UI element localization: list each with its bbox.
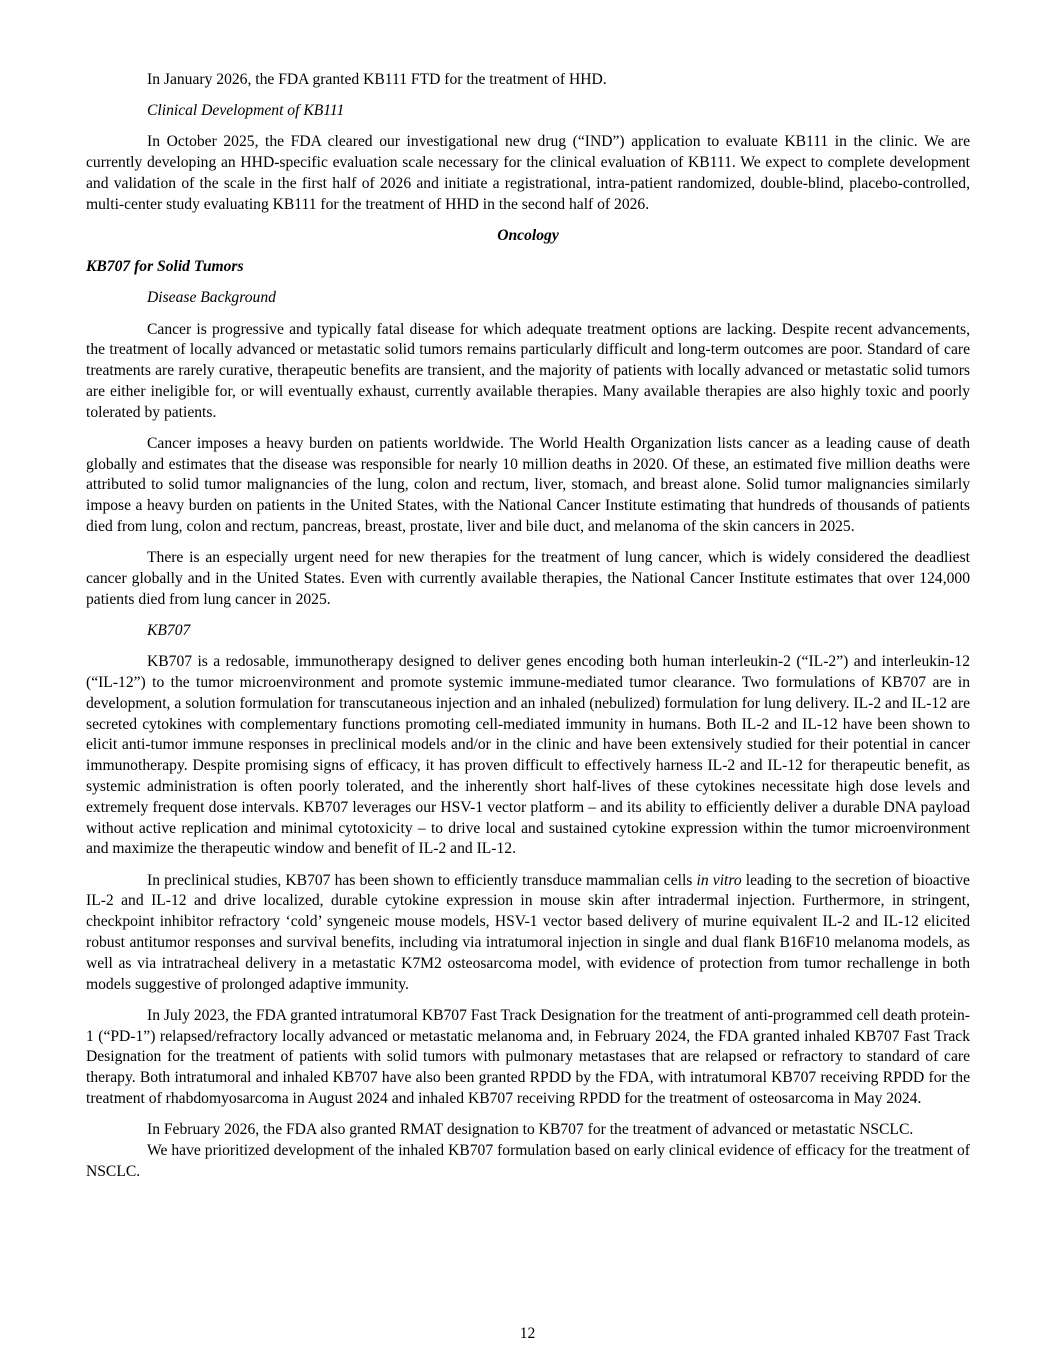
paragraph-fast-track-designations: In July 2023, the FDA granted intratumoral KB707 Fast Track Designation for the treatment of anti-programmed cell death protein-1 (“PD-1”) relapsed/refractory locally advanced or metastatic melanoma and, in February 2024, the FDA granted inhaled KB707 Fast Track Designation for the treatment of patients with solid tumors with pulmonary metastases that are relapsed or refractory to standard of care therapy. Both intratumoral and inhaled KB707 have also been granted RPDD by the FDA, with intratumoral KB707 receiving RPDD for the treatment of rhabdomyosarcoma in August 2024 and inhaled KB707 receiving RPDD for the treatment of osteosarcoma in May 2024. [86,1006,970,1107]
paragraph-preclinical-studies [86,871,970,996]
subheading-kb707: KB707 [147,622,191,640]
subheading-disease-background: Disease Background [147,289,276,307]
paragraph-kb707-description: KB707 is a redosable, immunotherapy designed to deliver genes encoding both human interleukin-2 (“IL-2”) and interleukin-12 (“IL-12”) to the tumor microenvironment and promote systemic immune-mediated tumor clearance. Two formulations of KB707 are in development, a solution formulation for transcutaneous injection and an inhaled (nebulized) formulation for lung delivery. IL-2 and IL-12 are secreted cytokines with complementary functions promoting cell-mediated immunity in humans. Both IL-2 and IL-12 have been shown to elicit anti-tumor immune responses in preclinical models and/or in the clinic and have been extensively studied for their potential in cancer immunotherapy. Despite promising signs of efficacy, it has proven difficult to effectively harness IL-2 and IL-12 for therapeutic benefit, as systemic administration is often poorly tolerated, and the inherently short half-lives of these cytokines necessitate high dose levels and extremely frequent dose intervals. KB707 leverages our HSV-1 vector platform – and its ability to efficiently deliver a durable DNA payload without active replication and minimal cytotoxicity – to drive local and sustained cytokine expression within the tumor microenvironment and maximize the therapeutic window and benefit of IL-2 and IL-12. [86,653,970,858]
paragraph-rmat-designation: In February 2026, the FDA also granted RMAT designation to KB707 for the treatment of advanced or metastatic NSCLC. [147,1121,914,1139]
paragraph-kb111-ind: In October 2025, the FDA cleared our investigational new drug (“IND”) application to evaluate KB111 in the clinic. We are currently developing an HHD-specific evaluation scale necessary for the clinical evaluation of KB111. We expect to complete development and validation of the scale in the first half of 2026 and initiate a registrational, intra-patient randomized, double-blind, placebo-controlled, multi-center study evaluating KB111 for the treatment of HHD in the second half of 2026. [86,133,970,213]
paragraph-lung-cancer-need: There is an especially urgent need for new therapies for the treatment of lung cancer, which is widely considered the deadliest cancer globally and in the United States. Even with currently available therapies, the National Cancer Institute estimates that over 124,000 patients died from lung cancer in 2025. [86,549,970,608]
paragraph-inhaled-prioritization: We have prioritized development of the inhaled KB707 formulation based on early clinical evidence of efficacy for the treatment of NSCLC. [86,1141,970,1180]
page-number: 12 [519,1325,536,1342]
preclinical-text-b: leading to the secretion of bioactive IL-2 and IL-12 and drive localized, durable cytokine expression in mouse skin after intradermal injection. Furthermore, in stringent, checkpoint inhibitor refractory ‘cold’ syngeneic mouse models, HSV-1 vector based delivery of murine equivalent IL-2 and IL-12 elicited robust antitumor responses and survival benefits, including via intratumoral injection in single and dual flank B16F10 melanoma models, as well as via intratracheal delivery in a metastatic K7M2 osteosarcoma model, with evidence of protection from tumor rechallenge in both models suggestive of prolonged adaptive immunity. [86,871,970,993]
paragraph-cancer-burden: Cancer imposes a heavy burden on patients worldwide. The World Health Organization lists cancer as a leading cause of death globally and estimates that the disease was responsible for nearly 10 million deaths in 2020. Of these, an estimated five million deaths were attributed to solid tumor malignancies of the lung, colon and rectum, liver, stomach, and breast alone. Solid tumor malignancies similarly impose a heavy burden on patients in the United States, with the National Cancer Institute estimating that hundreds of thousands of patients died from lung, colon and rectum, pancreas, breast, prostate, liver and bile duct, and melanoma of the skin cancers in 2025. [86,434,970,536]
preclinical-text-a: In preclinical studies, KB707 has been shown to efficiently transduce mammalian cells [147,871,697,889]
section-heading-oncology: Oncology [497,226,559,244]
document-page [86,70,970,1193]
preclinical-in-vitro: in vitro [696,871,742,889]
paragraph-fda-ftd-kb111: In January 2026, the FDA granted KB111 FTD for the treatment of HHD. [147,71,607,88]
heading-kb707-solid-tumors: KB707 for Solid Tumors [86,258,244,276]
paragraph-cancer-progressive: Cancer is progressive and typically fatal disease for which adequate treatment options are lacking. Despite recent advancements, the treatment of locally advanced or metastatic solid tumors remains particularly difficult and long-term outcomes are poor. Standard of care treatments are rarely curative, therapeutic benefits are transient, and the majority of patients with locally advanced or metastatic solid tumors are either ineligible for, or will eventually exhaust, currently available therapies. Many available therapies are also highly toxic and poorly tolerated by patients. [86,320,970,421]
subheading-clinical-development: Clinical Development of KB111 [147,102,345,120]
